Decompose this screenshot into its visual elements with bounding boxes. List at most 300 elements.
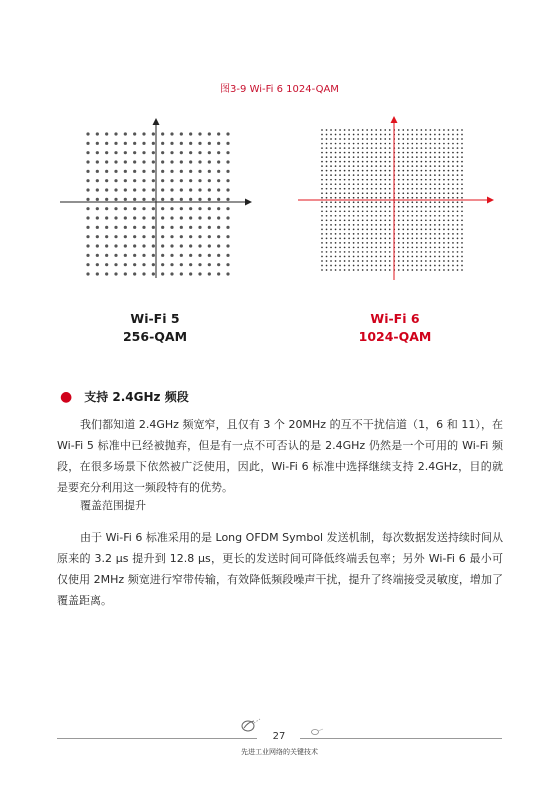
constellation-point <box>398 147 400 149</box>
constellation-point <box>380 170 382 172</box>
constellation-point <box>86 244 89 247</box>
constellation-point <box>384 152 386 154</box>
constellation-point <box>402 143 404 145</box>
constellation-point <box>452 260 454 262</box>
constellation-point <box>439 161 441 163</box>
constellation-point <box>357 256 359 258</box>
constellation-point <box>416 170 418 172</box>
constellation-point <box>402 224 404 226</box>
constellation-point <box>189 151 192 154</box>
constellation-point <box>411 206 413 208</box>
constellation-point <box>330 165 332 167</box>
constellation-point <box>124 132 127 135</box>
constellation-point <box>375 215 377 217</box>
constellation-point <box>366 179 368 181</box>
constellation-point <box>321 134 323 136</box>
constellation-point <box>457 219 459 221</box>
constellation-point <box>96 160 99 163</box>
constellation-point <box>402 138 404 140</box>
constellation-point <box>339 161 341 163</box>
constellation-point <box>344 197 346 199</box>
constellation-point <box>348 247 350 249</box>
constellation-point <box>96 244 99 247</box>
constellation-point <box>339 143 341 145</box>
constellation-point <box>375 129 377 131</box>
constellation-point <box>461 201 463 203</box>
constellation-point <box>362 147 364 149</box>
constellation-point <box>180 226 183 229</box>
constellation-point <box>133 244 136 247</box>
constellation-point <box>411 229 413 231</box>
constellation-point <box>321 247 323 249</box>
constellation-point <box>208 254 211 257</box>
constellation-point <box>411 242 413 244</box>
constellation-point <box>124 160 127 163</box>
constellation-point <box>375 152 377 154</box>
constellation-point <box>425 219 427 221</box>
constellation-point <box>344 206 346 208</box>
constellation-point <box>105 244 108 247</box>
constellation-point <box>439 183 441 185</box>
constellation-point <box>86 272 89 275</box>
constellation-point <box>443 183 445 185</box>
constellation-point <box>353 152 355 154</box>
constellation-point <box>321 152 323 154</box>
constellation-point <box>330 152 332 154</box>
constellation-point <box>425 247 427 249</box>
constellation-point <box>330 170 332 172</box>
constellation-point <box>398 229 400 231</box>
constellation-point <box>375 224 377 226</box>
constellation-point <box>353 219 355 221</box>
constellation-point <box>434 219 436 221</box>
constellation-point <box>170 263 173 266</box>
constellation-point <box>180 132 183 135</box>
constellation-point <box>170 226 173 229</box>
constellation-point <box>411 170 413 172</box>
constellation-point <box>362 238 364 240</box>
constellation-point <box>411 143 413 145</box>
constellation-point <box>380 229 382 231</box>
constellation-point <box>133 160 136 163</box>
constellation-point <box>384 188 386 190</box>
constellation-point <box>170 198 173 201</box>
constellation-point <box>384 210 386 212</box>
constellation-point <box>398 170 400 172</box>
constellation-point <box>180 151 183 154</box>
constellation-point <box>384 170 386 172</box>
constellation-point <box>344 143 346 145</box>
constellation-point <box>443 170 445 172</box>
constellation-point <box>384 229 386 231</box>
constellation-point <box>380 247 382 249</box>
constellation-point <box>448 242 450 244</box>
constellation-point <box>198 198 201 201</box>
constellation-point <box>443 201 445 203</box>
constellation-point <box>114 188 117 191</box>
constellation-point <box>133 254 136 257</box>
constellation-point <box>380 188 382 190</box>
constellation-point <box>362 174 364 176</box>
constellation-point <box>439 192 441 194</box>
constellation-point <box>335 247 337 249</box>
constellation-point <box>198 151 201 154</box>
constellation-point <box>330 134 332 136</box>
constellation-point <box>425 201 427 203</box>
constellation-point <box>114 272 117 275</box>
constellation-point <box>362 256 364 258</box>
constellation-point <box>389 251 391 253</box>
constellation-point <box>398 210 400 212</box>
constellation-point <box>443 197 445 199</box>
constellation-point <box>142 179 145 182</box>
constellation-point <box>434 161 436 163</box>
constellation-point <box>330 188 332 190</box>
constellation-point <box>189 272 192 275</box>
constellation-point <box>152 151 155 154</box>
constellation-point <box>457 156 459 158</box>
constellation-point <box>170 216 173 219</box>
constellation-point <box>133 272 136 275</box>
constellation-point <box>371 238 373 240</box>
constellation-point <box>457 215 459 217</box>
constellation-point <box>330 247 332 249</box>
constellation-point <box>114 235 117 238</box>
constellation-point <box>411 224 413 226</box>
constellation-point <box>114 244 117 247</box>
constellation-point <box>321 156 323 158</box>
constellation-point <box>416 242 418 244</box>
constellation-point <box>434 238 436 240</box>
constellation-point <box>371 138 373 140</box>
constellation-point <box>402 238 404 240</box>
constellation-point <box>452 179 454 181</box>
constellation-point <box>425 242 427 244</box>
constellation-point <box>114 263 117 266</box>
constellation-point <box>344 147 346 149</box>
constellation-point <box>353 129 355 131</box>
constellation-point <box>339 247 341 249</box>
constellation-point <box>407 174 409 176</box>
constellation-point <box>402 156 404 158</box>
constellation-point <box>371 147 373 149</box>
constellation-point <box>380 147 382 149</box>
constellation-point <box>371 183 373 185</box>
constellation-point <box>96 254 99 257</box>
constellation-point <box>366 134 368 136</box>
constellation-point <box>366 238 368 240</box>
constellation-point <box>430 256 432 258</box>
constellation-point <box>407 269 409 271</box>
constellation-point <box>348 188 350 190</box>
constellation-point <box>189 160 192 163</box>
constellation-point <box>425 210 427 212</box>
constellation-point <box>105 132 108 135</box>
constellation-point <box>353 201 355 203</box>
constellation-point <box>353 165 355 167</box>
constellation-point <box>86 216 89 219</box>
constellation-point <box>402 170 404 172</box>
constellation-point <box>198 235 201 238</box>
constellation-point <box>411 188 413 190</box>
constellation-point <box>421 165 423 167</box>
constellation-point <box>434 210 436 212</box>
constellation-point <box>198 179 201 182</box>
constellation-point <box>430 143 432 145</box>
constellation-point <box>226 160 229 163</box>
constellation-point <box>416 265 418 267</box>
constellation-point <box>457 161 459 163</box>
constellation-point <box>384 161 386 163</box>
constellation-point <box>461 224 463 226</box>
constellation-point <box>443 206 445 208</box>
constellation-point <box>335 179 337 181</box>
constellation-point <box>161 198 164 201</box>
constellation-point <box>402 269 404 271</box>
constellation-point <box>335 170 337 172</box>
constellation-point <box>375 210 377 212</box>
constellation-point <box>425 215 427 217</box>
constellation-point <box>321 210 323 212</box>
constellation-point <box>461 174 463 176</box>
constellation-point <box>357 147 359 149</box>
constellation-point <box>321 260 323 262</box>
constellation-point <box>105 179 108 182</box>
constellation-point <box>452 251 454 253</box>
constellation-point <box>402 129 404 131</box>
constellation-point <box>344 183 346 185</box>
constellation-point <box>330 215 332 217</box>
constellation-point <box>398 233 400 235</box>
constellation-point <box>461 147 463 149</box>
constellation-point <box>452 238 454 240</box>
constellation-point <box>161 216 164 219</box>
constellation-point <box>430 183 432 185</box>
constellation-point <box>161 151 164 154</box>
constellation-point <box>142 254 145 257</box>
constellation-point <box>161 160 164 163</box>
constellation-point <box>371 210 373 212</box>
constellation-point <box>161 188 164 191</box>
constellation-point <box>402 233 404 235</box>
constellation-point <box>380 251 382 253</box>
constellation-point <box>398 183 400 185</box>
constellation-point <box>407 210 409 212</box>
constellation-point <box>344 170 346 172</box>
constellation-point <box>407 224 409 226</box>
constellation-point <box>434 206 436 208</box>
constellation-point <box>357 201 359 203</box>
constellation-point <box>407 247 409 249</box>
constellation-point <box>380 265 382 267</box>
constellation-point <box>362 210 364 212</box>
constellation-point <box>389 188 391 190</box>
constellation-point <box>421 265 423 267</box>
constellation-point <box>96 142 99 145</box>
constellation-point <box>189 142 192 145</box>
constellation-point <box>96 216 99 219</box>
constellation-point <box>439 256 441 258</box>
constellation-point <box>330 174 332 176</box>
constellation-point <box>353 156 355 158</box>
constellation-point <box>375 183 377 185</box>
constellation-point <box>380 165 382 167</box>
constellation-point <box>362 161 364 163</box>
constellation-point <box>389 215 391 217</box>
constellation-point <box>226 254 229 257</box>
constellation-point <box>430 165 432 167</box>
constellation-point <box>170 235 173 238</box>
constellation-point <box>124 151 127 154</box>
constellation-point <box>430 260 432 262</box>
constellation-point <box>443 138 445 140</box>
constellation-point <box>180 188 183 191</box>
constellation-point <box>430 174 432 176</box>
constellation-point <box>344 174 346 176</box>
constellation-point <box>180 207 183 210</box>
constellation-point <box>321 224 323 226</box>
constellation-point <box>434 147 436 149</box>
constellation-point <box>362 215 364 217</box>
constellation-point <box>344 215 346 217</box>
constellation-point <box>411 269 413 271</box>
constellation-point <box>326 170 328 172</box>
constellation-point <box>434 215 436 217</box>
constellation-point <box>161 207 164 210</box>
wifi6-name: Wi-Fi 6 <box>370 311 420 326</box>
constellation-point <box>362 269 364 271</box>
constellation-point <box>348 265 350 267</box>
constellation-point <box>398 265 400 267</box>
constellation-point <box>198 254 201 257</box>
constellation-point <box>348 143 350 145</box>
constellation-point <box>335 206 337 208</box>
constellation-point <box>226 151 229 154</box>
constellation-point <box>335 269 337 271</box>
constellation-point <box>353 174 355 176</box>
constellation-point <box>371 197 373 199</box>
constellation-point <box>353 251 355 253</box>
constellation-point <box>357 265 359 267</box>
constellation-point <box>448 183 450 185</box>
constellation-point <box>398 206 400 208</box>
constellation-point <box>124 254 127 257</box>
constellation-point <box>321 138 323 140</box>
constellation-point <box>448 233 450 235</box>
constellation-point <box>384 233 386 235</box>
constellation-point <box>366 265 368 267</box>
constellation-point <box>348 192 350 194</box>
constellation-point <box>443 242 445 244</box>
constellation-point <box>411 238 413 240</box>
constellation-point <box>353 147 355 149</box>
constellation-point <box>411 210 413 212</box>
constellation-point <box>344 179 346 181</box>
constellation-point <box>452 147 454 149</box>
constellation-point <box>217 142 220 145</box>
constellation-point <box>105 226 108 229</box>
constellation-point <box>86 235 89 238</box>
constellation-point <box>443 147 445 149</box>
constellation-point <box>170 179 173 182</box>
constellation-point <box>407 143 409 145</box>
constellation-point <box>416 192 418 194</box>
constellation-point <box>416 188 418 190</box>
constellation-point <box>362 229 364 231</box>
constellation-point <box>198 170 201 173</box>
constellation-point <box>398 201 400 203</box>
constellation-point <box>339 260 341 262</box>
constellation-point <box>326 238 328 240</box>
constellation-point <box>344 138 346 140</box>
constellation-point <box>461 251 463 253</box>
constellation-point <box>448 165 450 167</box>
constellation-point <box>398 152 400 154</box>
constellation-point <box>461 143 463 145</box>
constellation-point <box>321 233 323 235</box>
constellation-point <box>371 152 373 154</box>
constellation-point <box>439 138 441 140</box>
constellation-point <box>439 210 441 212</box>
constellation-point <box>353 134 355 136</box>
constellation-point <box>226 142 229 145</box>
constellation-point <box>443 152 445 154</box>
constellation-point <box>326 224 328 226</box>
constellation-point <box>152 170 155 173</box>
constellation-point <box>457 206 459 208</box>
constellation-point <box>375 233 377 235</box>
constellation-point <box>366 192 368 194</box>
constellation-256qam <box>60 118 252 278</box>
constellation-point <box>362 134 364 136</box>
constellation-point <box>86 263 89 266</box>
constellation-point <box>421 174 423 176</box>
constellation-point <box>389 134 391 136</box>
constellation-point <box>439 215 441 217</box>
constellation-point <box>353 233 355 235</box>
constellation-point <box>362 192 364 194</box>
constellation-point <box>326 156 328 158</box>
constellation-point <box>380 210 382 212</box>
constellation-point <box>335 210 337 212</box>
footer-divider-right <box>300 738 502 739</box>
constellation-point <box>353 224 355 226</box>
constellation-point <box>384 129 386 131</box>
constellation-point <box>425 183 427 185</box>
constellation-point <box>114 151 117 154</box>
constellation-point <box>375 201 377 203</box>
constellation-point <box>170 132 173 135</box>
section-heading <box>60 388 189 405</box>
constellation-point <box>371 143 373 145</box>
subheading-coverage: 覆盖范围提升 <box>80 499 146 512</box>
constellation-point <box>371 179 373 181</box>
constellation-point <box>321 147 323 149</box>
constellation-point <box>114 254 117 257</box>
constellation-point <box>335 224 337 226</box>
constellation-point <box>330 219 332 221</box>
constellation-point <box>330 233 332 235</box>
constellation-point <box>366 147 368 149</box>
constellation-point <box>362 206 364 208</box>
constellation-point <box>124 188 127 191</box>
constellation-point <box>411 233 413 235</box>
wifi5-modulation: 256-QAM <box>122 329 188 344</box>
y-axis-arrow-icon <box>391 116 398 123</box>
constellation-point <box>448 210 450 212</box>
footer-divider-left <box>57 738 257 739</box>
constellation-point <box>425 152 427 154</box>
